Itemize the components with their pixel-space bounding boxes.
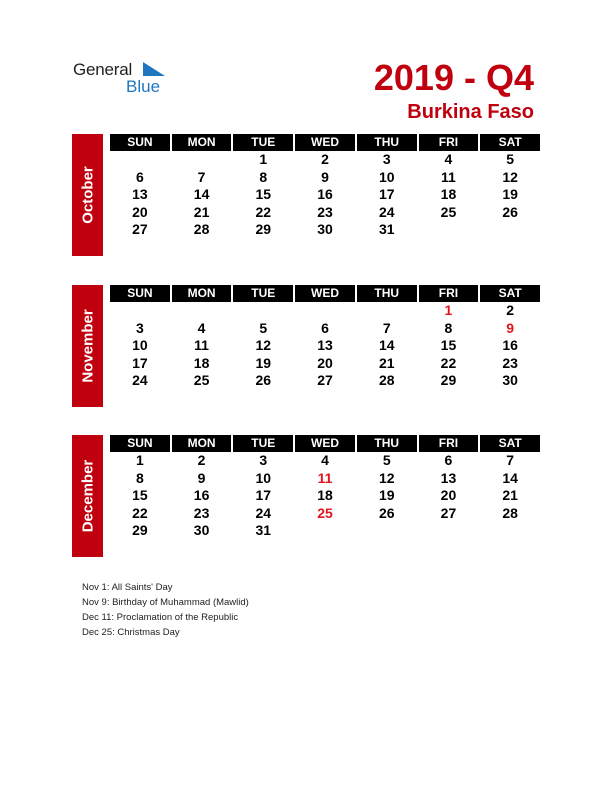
- weekday-header: TUE: [233, 134, 293, 151]
- week-row: [110, 470, 540, 488]
- day-cell: 17: [132, 354, 148, 371]
- day-cell: 5: [259, 319, 268, 336]
- weekday-header: SUN: [110, 285, 170, 302]
- holiday-note: Dec 11: Proclamation of the Republic: [82, 612, 239, 623]
- weekday-header: MON: [172, 134, 232, 151]
- day-cell: 19: [378, 487, 395, 503]
- day-cell: [419, 522, 479, 540]
- month-side-bar: [72, 134, 103, 256]
- week-row: [110, 372, 540, 390]
- weekday-header: TUE: [233, 435, 293, 452]
- weekday-header: SAT: [480, 285, 540, 302]
- day-cell: 3: [259, 452, 268, 468]
- day-cell: 30: [317, 221, 333, 237]
- day-cell: 23: [193, 504, 210, 521]
- week-row: [110, 505, 540, 523]
- day-cell: [480, 522, 540, 540]
- day-cell: 14: [193, 186, 210, 202]
- day-cell: 27: [317, 372, 333, 388]
- day-cell: 27: [440, 504, 457, 521]
- day-cell: 26: [502, 203, 518, 220]
- day-cell: 4: [321, 452, 329, 468]
- weekday-header: WED: [295, 435, 355, 452]
- weekday-header-row: [110, 435, 540, 452]
- day-cell: 26: [378, 504, 395, 521]
- weekday-header: THU: [357, 134, 417, 151]
- day-cell: 23: [317, 203, 333, 220]
- day-cell: [295, 302, 355, 320]
- holiday-notes: [82, 580, 249, 640]
- day-cell: 28: [502, 504, 518, 521]
- day-cell: 4: [444, 151, 453, 167]
- day-cell: 29: [132, 522, 148, 538]
- day-cell: [419, 221, 479, 239]
- day-cell: 11: [317, 469, 333, 486]
- day-cell: 24: [132, 372, 148, 388]
- day-cell: [110, 302, 170, 320]
- day-cell: 15: [440, 337, 457, 353]
- day-cell: 16: [317, 186, 333, 202]
- day-cell: 20: [317, 354, 333, 371]
- weekday-header: TUE: [233, 285, 293, 302]
- day-cell: 6: [321, 319, 329, 336]
- day-cell: 8: [135, 469, 144, 486]
- week-row: [110, 221, 540, 239]
- day-cell: 29: [440, 372, 457, 388]
- day-cell: 21: [193, 203, 210, 220]
- logo-flag-icon: [143, 62, 165, 78]
- day-cell: 27: [132, 221, 148, 237]
- day-cell: 22: [255, 203, 272, 220]
- weekday-header: SAT: [480, 134, 540, 151]
- day-cell: 10: [132, 337, 148, 353]
- day-cell: 9: [321, 168, 329, 185]
- holiday-note: Nov 1: All Saints' Day: [82, 582, 173, 593]
- day-cell: 3: [135, 319, 144, 336]
- holiday-note: Nov 9: Birthday of Muhammad (Mawlid): [82, 597, 249, 608]
- day-cell: 26: [255, 372, 272, 388]
- month-block-november: [72, 285, 540, 407]
- day-cell: 10: [378, 168, 395, 185]
- day-cell: 31: [255, 522, 272, 538]
- day-cell: 12: [502, 168, 518, 185]
- logo-general-text: General: [73, 60, 133, 79]
- day-cell: 31: [378, 221, 395, 237]
- day-cell: 16: [193, 487, 210, 503]
- day-cell: 17: [378, 186, 395, 202]
- day-cell: 21: [502, 487, 518, 503]
- month-grid: [110, 134, 540, 239]
- day-cell: 15: [255, 186, 272, 202]
- country-name: Burkina Faso: [407, 101, 534, 123]
- day-cell: 4: [197, 319, 206, 336]
- month-side-bar: [72, 435, 103, 557]
- holiday-note: Dec 25: Christmas Day: [82, 627, 180, 638]
- day-cell: 15: [132, 487, 148, 503]
- week-row: [110, 204, 540, 222]
- day-cell: 9: [506, 319, 515, 336]
- day-cell: [357, 302, 417, 320]
- day-cell: 7: [506, 452, 515, 468]
- weekday-header: FRI: [419, 435, 479, 452]
- week-row: [110, 186, 540, 204]
- weekday-header: SUN: [110, 435, 170, 452]
- weekday-header-row: [110, 134, 540, 151]
- day-cell: 28: [193, 221, 210, 237]
- day-cell: [233, 302, 293, 320]
- day-cell: 2: [321, 151, 329, 167]
- day-cell: 6: [135, 168, 144, 185]
- day-cell: 9: [197, 469, 206, 486]
- page-title: 2019 - Q4: [373, 57, 534, 98]
- day-cell: 24: [378, 203, 395, 220]
- day-cell: 13: [440, 469, 457, 486]
- day-cell: 8: [259, 168, 268, 185]
- day-cell: 10: [255, 469, 272, 486]
- day-cell: 22: [440, 354, 457, 371]
- day-cell: 1: [259, 151, 268, 167]
- day-cell: 25: [440, 203, 457, 220]
- month-block-december: [72, 435, 540, 557]
- day-cell: 6: [444, 452, 453, 468]
- day-cell: 25: [317, 504, 333, 521]
- day-cell: 14: [502, 469, 518, 486]
- month-name: October: [79, 166, 96, 224]
- week-row: [110, 320, 540, 338]
- brand-logo: [73, 60, 173, 96]
- day-cell: 16: [502, 337, 518, 353]
- day-cell: 7: [382, 319, 391, 336]
- week-row: [110, 355, 540, 373]
- month-grid: [110, 435, 540, 540]
- day-cell: 24: [255, 504, 272, 521]
- day-cell: 3: [382, 151, 391, 167]
- day-cell: 19: [502, 186, 518, 202]
- week-row: [110, 169, 540, 187]
- day-cell: 29: [255, 221, 272, 237]
- day-cell: 18: [193, 354, 210, 371]
- day-cell: [357, 522, 417, 540]
- weekday-header: FRI: [419, 134, 479, 151]
- day-cell: 30: [502, 372, 518, 388]
- weekday-header: SUN: [110, 134, 170, 151]
- day-cell: 13: [132, 186, 148, 202]
- day-cell: 28: [378, 372, 395, 388]
- weekday-header: THU: [357, 285, 417, 302]
- week-row: [110, 337, 540, 355]
- day-cell: 20: [132, 203, 148, 220]
- day-cell: [172, 302, 232, 320]
- weekday-header: WED: [295, 134, 355, 151]
- weekday-header: SAT: [480, 435, 540, 452]
- day-cell: 12: [255, 337, 272, 353]
- day-cell: [110, 151, 170, 169]
- day-cell: 25: [193, 372, 210, 388]
- week-row: [110, 302, 540, 320]
- week-row: [110, 522, 540, 540]
- weekday-header: FRI: [419, 285, 479, 302]
- month-grid: [110, 285, 540, 390]
- day-cell: [172, 151, 232, 169]
- day-cell: 1: [135, 452, 144, 468]
- day-cell: 2: [197, 452, 206, 468]
- day-cell: 11: [441, 168, 456, 185]
- day-cell: 19: [255, 354, 272, 371]
- day-cell: 17: [255, 487, 272, 503]
- weekday-header: MON: [172, 435, 232, 452]
- day-cell: 20: [440, 487, 457, 503]
- month-name: November: [79, 309, 96, 383]
- weekday-header: THU: [357, 435, 417, 452]
- day-cell: 2: [506, 302, 515, 318]
- day-cell: 22: [132, 504, 148, 521]
- day-cell: 18: [317, 487, 333, 503]
- day-cell: [295, 522, 355, 540]
- day-cell: 1: [444, 302, 453, 318]
- day-cell: 12: [378, 469, 395, 486]
- day-cell: 18: [440, 186, 457, 202]
- day-cell: [480, 221, 540, 239]
- day-cell: 11: [194, 337, 209, 353]
- weekday-header: MON: [172, 285, 232, 302]
- day-cell: 30: [193, 522, 210, 538]
- day-cell: 7: [197, 168, 206, 185]
- day-cell: 5: [506, 151, 515, 167]
- month-block-october: [72, 134, 540, 256]
- week-row: [110, 487, 540, 505]
- day-cell: 14: [378, 337, 395, 353]
- day-cell: 13: [317, 337, 333, 353]
- month-name: December: [79, 459, 96, 533]
- week-row: [110, 151, 540, 169]
- day-cell: 5: [382, 452, 391, 468]
- weekday-header: WED: [295, 285, 355, 302]
- day-cell: 21: [378, 354, 395, 371]
- logo-blue-text: Blue: [126, 77, 161, 96]
- day-cell: 8: [444, 319, 453, 336]
- day-cell: 23: [502, 354, 518, 371]
- weekday-header-row: [110, 285, 540, 302]
- week-row: [110, 452, 540, 470]
- month-side-bar: [72, 285, 103, 407]
